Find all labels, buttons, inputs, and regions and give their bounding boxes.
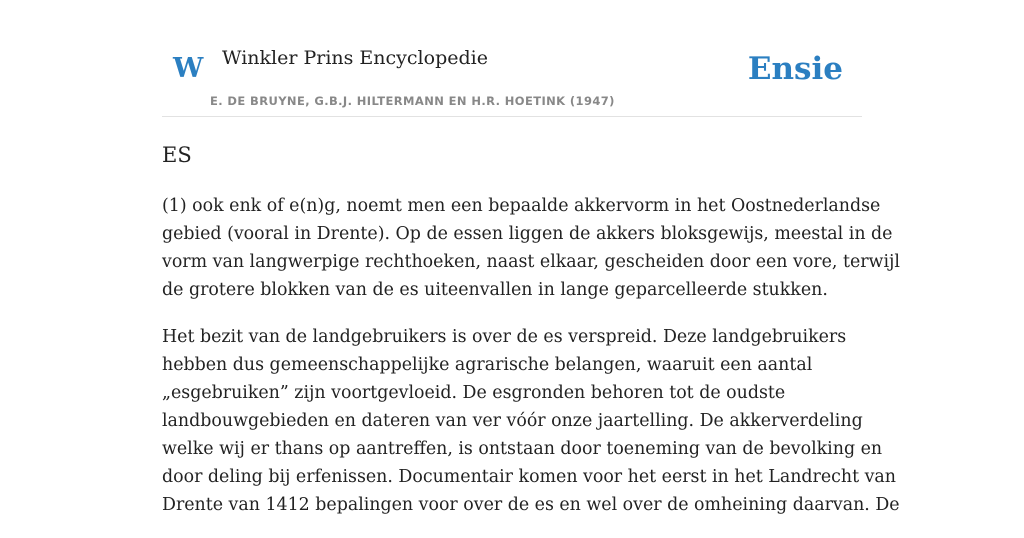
paragraph-line: landbouwgebieden en dateren van ver vóór onze jaartelling. De akkerverdeling <box>162 411 863 431</box>
paragraph <box>162 323 900 519</box>
paragraph-line: „esgebruiken” zijn voortgevloeid. De esgronden behoren tot de oudste <box>162 383 786 403</box>
paragraph-line: Het bezit van de landgebruikers is over de es verspreid. Deze landgebruikers <box>162 327 847 347</box>
entry-title: ES <box>162 143 192 167</box>
ensie-brand-logo[interactable]: Ensie <box>747 51 843 87</box>
authors-line: E. DE BRUYNE, G.B.J. HILTERMANN EN H.R. HOETINK (1947) <box>210 94 615 108</box>
paragraph-line: door deling bij erfenissen. Documentair komen voor het eerst in het Landrecht van <box>162 467 896 487</box>
paragraph-line: Drente van 1412 bepalingen voor over de es en wel over de omheining daarvan. De <box>162 495 900 515</box>
paragraph <box>162 192 900 304</box>
entry-body <box>162 192 900 538</box>
winkler-prins-logo[interactable]: W <box>173 53 204 84</box>
paragraph-line: de grotere blokken van de es uiteenvallen in lange geparcelleerde stukken. <box>162 280 828 300</box>
site-title[interactable]: Winkler Prins Encyclopedie <box>222 47 488 69</box>
site-header <box>162 0 862 117</box>
paragraph-line: hebben dus gemeenschappelijke agrarische belangen, waaruit een aantal <box>162 355 813 375</box>
paragraph-line: welke wij er thans op aantreffen, is ontstaan door toeneming van de bevolking en <box>162 439 883 459</box>
paragraph-line: gebied (vooral in Drente). Op de essen liggen de akkers bloksgewijs, meestal in de <box>162 224 893 244</box>
paragraph-line: (1) ook enk of e(n)g, noemt men een bepaalde akkervorm in het Oostnederlandse <box>162 196 881 216</box>
paragraph-line: vorm van langwerpige rechthoeken, naast elkaar, gescheiden door een vore, terwijl <box>162 252 900 272</box>
